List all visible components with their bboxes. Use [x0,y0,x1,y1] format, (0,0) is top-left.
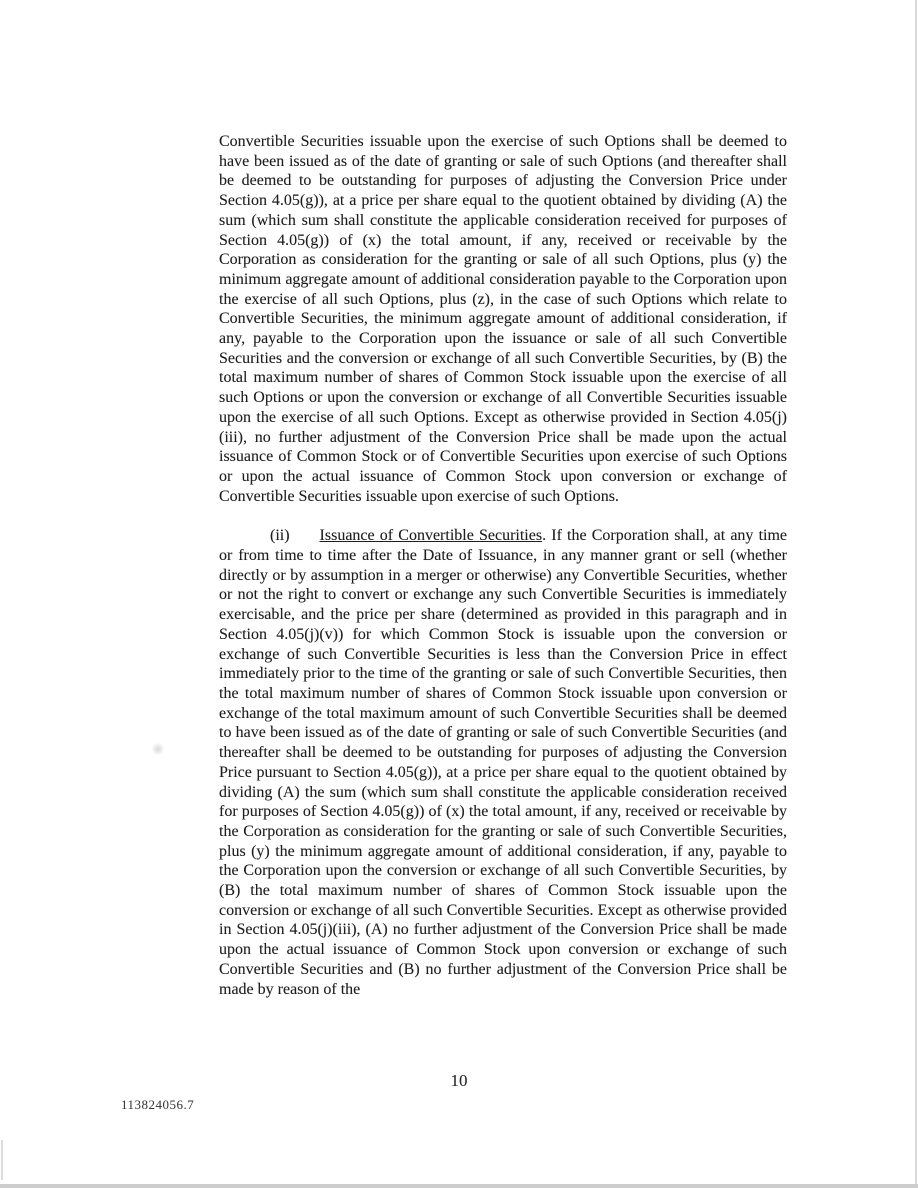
clause-body-text: . If the Corporation shall, at any time or from time to time after the Date of Issuance, in any manner grant or sell (whether directly or by assumption in a merger or otherwise) any Convertible Securities, whether or not the right to convert or exchange any such Convertible Securities is immediately exercisable, and the price per share (determined as provided in this paragraph and in Section 4.05(j)(v)) for which Common Stock is issuable upon the conversion or exchange of such Convertible Securities is less than the Conversion Price in effect immediately prior to the time of the granting or sale of such Convertible Securities, then the total maximum number of shares of Common Stock issuable upon conversion or exchange of the total maximum amount of such Convertible Securities shall be deemed to have been issued as of the date of granting or sale of such Convertible Securities (and thereafter shall be deemed to be outstanding for purposes of adjusting the Conversion Price pursuant to Section 4.05(g)), at a price per share equal to the quotient obtained by dividing (A) the sum (which sum shall constitute the applicable consideration received for purposes of Section 4.05(g)) of (x) the total amount, if any, received or receivable by the Corporation as consideration for the granting or sale of such Convertible Securities, plus (y) the minimum aggregate amount of additional consideration, if any, payable to the Corporation upon the conversion or exchange of all such Convertible Securities, by (B) the total maximum number of shares of Common Stock issuable upon the conversion or exchange of all such Convertible Securities. Except as otherwise provided in Section 4.05(j)(iii), (A) no further adjustment of the Conversion Price shall be made upon the actual issuance of Common Stock upon conversion or exchange of such Convertible Securities and (B) no further adjustment of the Conversion Price shall be made by reason of the [219,527,788,998]
page-number: 10 [450,1071,468,1090]
paragraph-text: Convertible Securities issuable upon the exercise of such Options shall be deemed to have been issued as of the date of granting or sale of such Options (and thereafter shall be deemed to be outstanding for purposes of adjusting the Conversion Price under Section 4.05(g)), at a price per share equal to the quotient obtained by dividing (A) the sum (which sum shall constitute the applicable consideration received for purposes of Section 4.05(g)) of (x) the total amount, if any, received or receivable by the Corporation as consideration for the granting or sale of all such Options, plus (y) the minimum aggregate amount of additional consideration payable to the Corporation upon the exercise of all such Options, plus (z), in the case of such Options which relate to Convertible Securities, the minimum aggregate amount of additional consideration, if any, payable to the Corporation upon the issuance or sale of all such Convertible Securities and the conversion or exchange of all such Convertible Securities, by (B) the total maximum number of shares of Common Stock issuable upon the exercise of all such Options or upon the conversion or exchange of all Convertible Securities issuable upon the exercise of all such Options. Except as otherwise provided in Section 4.05(j)(iii), no further adjustment of the Conversion Price shall be made upon the actual issuance of Common Stock or of Convertible Securities upon exercise of such Options or upon the actual issuance of Common Stock upon conversion or exchange of Convertible Securities issuable upon exercise of such Options. [219,133,787,505]
paragraph-options-continuation [219,132,787,506]
scan-edge-right [915,0,917,1188]
paragraph-clause-ii [219,526,787,999]
document-control-number: 113824056.7 [121,1097,195,1112]
scan-smudge-artifact [152,743,164,755]
clause-heading: Issuance of Convertible Securities [319,527,543,545]
clause-number: (ii) [270,527,290,545]
scan-edge-left [1,1140,3,1180]
scan-edge-bottom [0,1184,918,1188]
body-text-block [219,132,787,999]
